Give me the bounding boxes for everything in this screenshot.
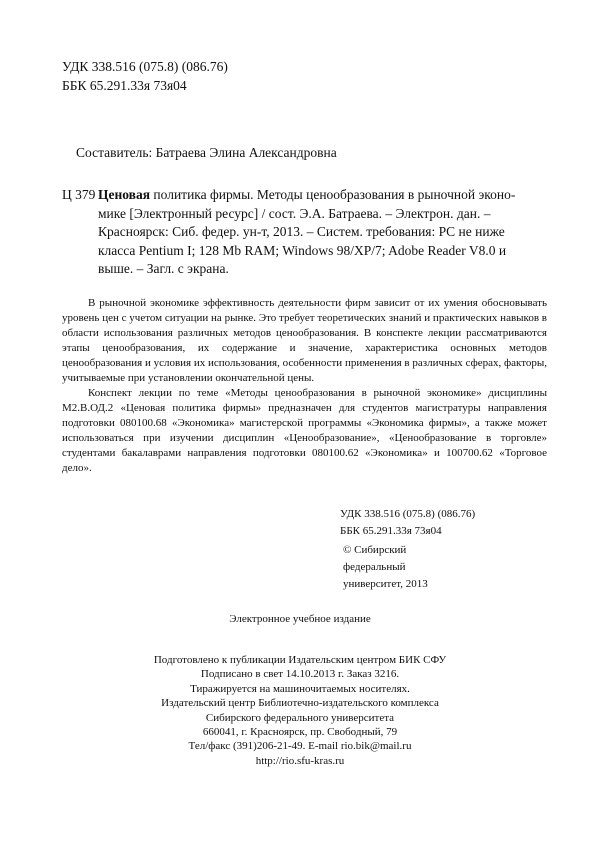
bbk-code-repeat: ББК 65.291.33я 73я04 xyxy=(340,525,442,537)
copyright-line-3: университет, 2013 xyxy=(343,578,428,590)
abstract-paragraph-1: В рыночной экономике эффективность деятельности фирм зависит от их умения обосновывать уровень цен с учетом ситуации на рынке. Это требует теоретических знаний и практических навыков в области использования различных методов ценообразования. В конспекте лекции рассматриваются этапы ценообразования, их содержание и значение, характеристика основных методов ценообразования и условия их использования, особенности применения в различных сферах, факторы, учитываемые при установлении окончательной цены. xyxy=(62,297,547,384)
biblio-line-3: Красноярск: Сиб. федер. ун-т, 2013. – Систем. требования: PC не ниже xyxy=(98,224,505,239)
imprint-line-6: 660041, г. Красноярск, пр. Свободный, 79 xyxy=(202,726,398,739)
biblio-line-2: мике [Электронный ресурс] / сост. Э.А. Батраева. – Электрон. дан. – xyxy=(98,205,491,221)
udk-code: УДК 338.516 (075.8) (086.76) xyxy=(62,59,228,74)
imprint-line-4: Издательский центр Библиотечно-издательского комплекса xyxy=(161,697,439,710)
publisher-imprint xyxy=(0,653,600,768)
imprint-line-1: Подготовлено к публикации Издательским центром БИК СФУ xyxy=(153,654,447,666)
bibliographic-record xyxy=(62,186,544,279)
copyright-line-1: © Сибирский xyxy=(343,544,407,556)
author-mark: Ц 379 xyxy=(62,187,96,202)
udk-code-repeat: УДК 338.516 (075.8) (086.76) xyxy=(340,508,476,520)
classification-codes xyxy=(62,57,228,95)
edition-type: Электронное учебное издание xyxy=(229,613,371,625)
biblio-line-4: класса Pentium I; 128 Mb RAM; Windows 98/XP/7; Adobe Reader V8.0 и xyxy=(98,242,507,258)
imprint-line-2: Подписано в свет 14.10.2013 г. Заказ 3216. xyxy=(200,668,400,681)
title-keyword: Ценовая xyxy=(98,187,151,202)
imprint-line-5: Сибирского федерального университета xyxy=(205,711,395,724)
compiler-line: Составитель: Батраева Элина Александровна xyxy=(76,145,337,160)
biblio-line-5: выше. – Загл. с экрана. xyxy=(98,261,229,276)
imprint-line-7: Тел/факс (391)206-21-49. E-mail rio.bik@mail.ru xyxy=(188,740,412,753)
title-rest: политика фирмы. Методы ценообразования в рыночной эконо- xyxy=(150,187,516,202)
imprint-line-8: http://rio.sfu-kras.ru xyxy=(255,754,345,767)
bbk-code: ББК 65.291.33я 73я04 xyxy=(62,78,187,93)
abstract xyxy=(62,296,547,476)
classification-codes-repeat xyxy=(340,506,475,540)
imprint-line-3: Тиражируется на машиночитаемых носителях. xyxy=(190,682,410,695)
biblio-line-1 xyxy=(62,186,544,205)
copyright-line-2: федеральный xyxy=(343,561,406,573)
copyright-notice xyxy=(343,542,428,593)
abstract-paragraph-2: Конспект лекции по теме «Методы ценообразования в рыночной экономике» дисциплины М2.В.ОД.2 «Ценовая политика фирмы» предназначен для студентов магистратуры направления подготовки 080100.68 «Экономика» магистерской программы «Экономика фирмы», а также может использоваться при изучении дисциплин «Ценообразование», «Ценообразование в торговле» студентами бакалаврами направления подготовки 080100.62 «Экономика» и 100700.62 «Торговое дело». xyxy=(62,387,547,474)
